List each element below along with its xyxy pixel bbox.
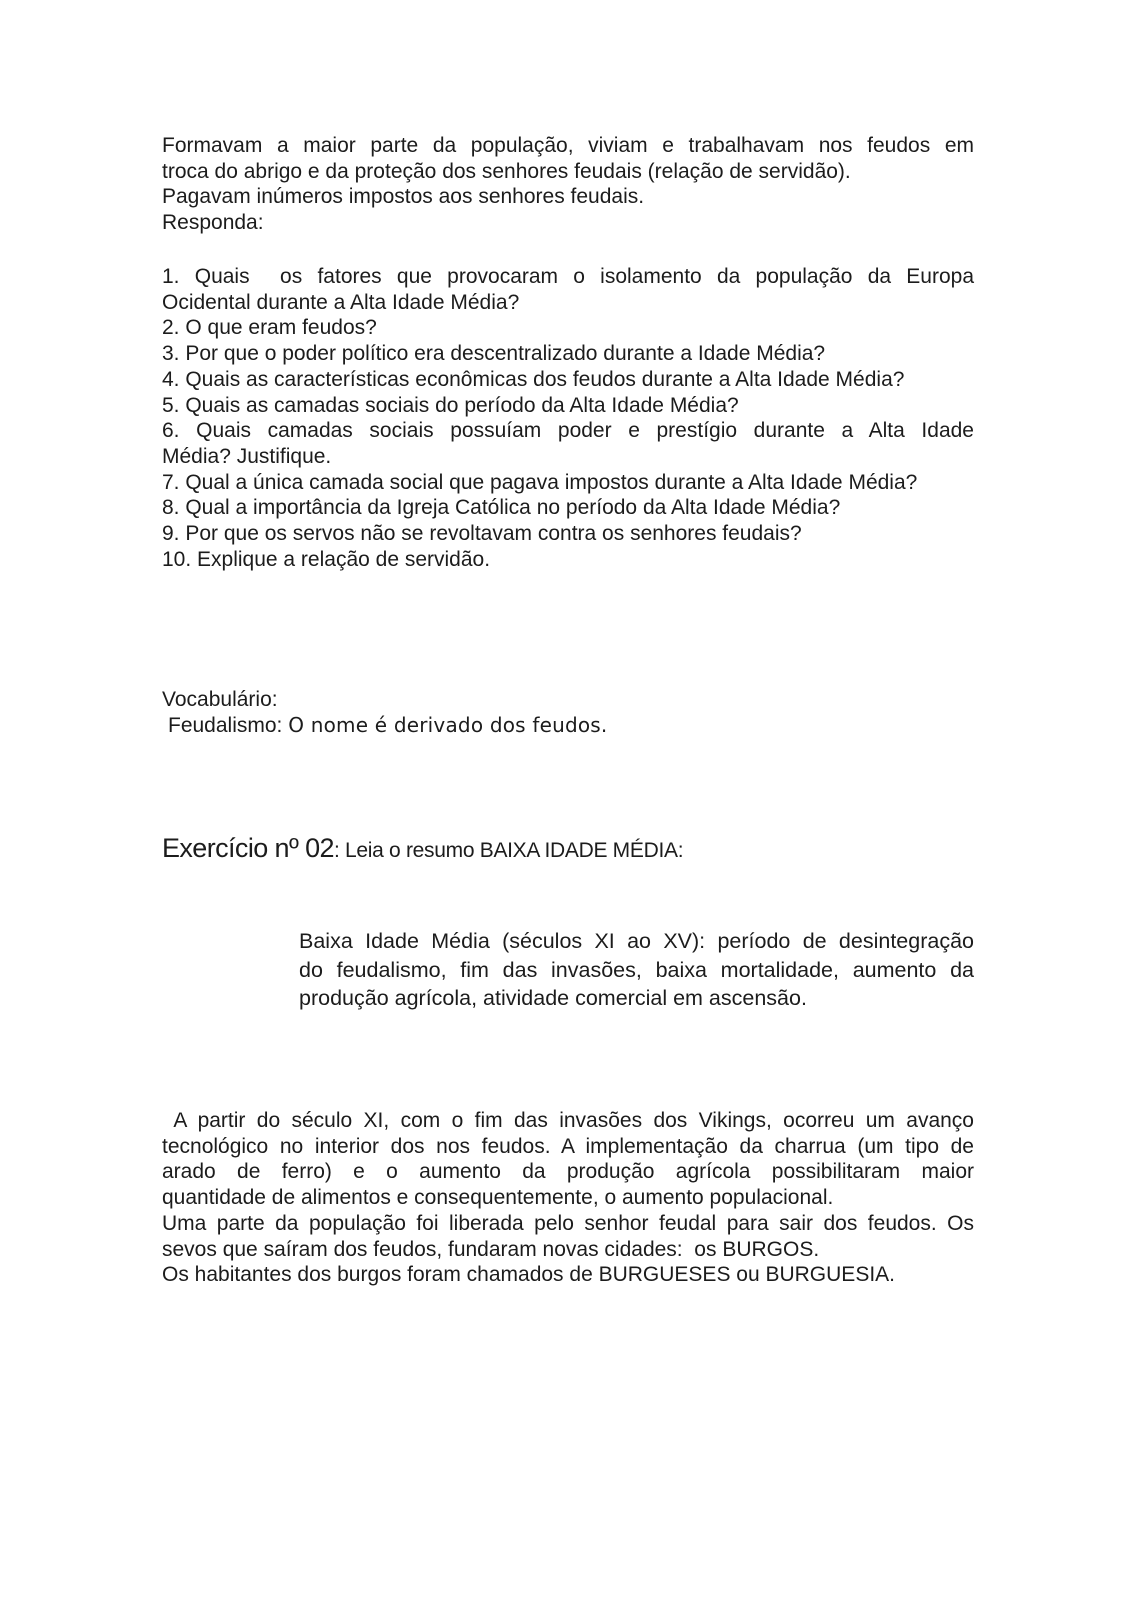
- intro-line: troca do abrigo e da proteção dos senhores feudais (relação de servidão).: [162, 159, 851, 183]
- question-line: 6. Quais camadas sociais possuíam poder e prestígio durante a Alta Idade: [162, 419, 974, 443]
- exercise-label: Exercício nº 02: [162, 833, 334, 863]
- summary-paragraph: [299, 927, 974, 1013]
- question-line: 9. Por que os servos não se revoltavam contra os senhores feudais?: [162, 522, 802, 546]
- summary-line: do feudalismo, fim das invasões, baixa mortalidade, aumento da: [299, 957, 974, 982]
- question-line: 5. Quais as camadas sociais do período da Alta Idade Média?: [162, 393, 739, 417]
- question-line: 10. Explique a relação de servidão.: [162, 547, 491, 571]
- responda-label: Responda:: [162, 211, 264, 235]
- body-paragraph: [162, 1108, 974, 1288]
- exercise-heading: [162, 833, 684, 864]
- vocabulary-entry: [162, 713, 974, 739]
- intro-line: Pagavam inúmeros impostos aos senhores feudais.: [162, 185, 645, 209]
- intro-line: Formavam a maior parte da população, viviam e trabalhavam nos feudos em: [162, 134, 974, 157]
- summary-line: produção agrícola, atividade comercial em ascensão.: [299, 986, 807, 1010]
- body-line: tecnológico no interior dos nos feudos. A implementação da charrua (um tipo de: [162, 1134, 974, 1158]
- question-line: Ocidental durante a Alta Idade Média?: [162, 290, 520, 314]
- body-line: A partir do século XI, com o fim das invasões dos Vikings, ocorreu um avanço: [162, 1109, 974, 1132]
- question-line: 3. Por que o poder político era descentralizado durante a Idade Média?: [162, 342, 826, 366]
- vocabulary-definition: O nome é derivado dos feudos.: [288, 712, 608, 737]
- question-line: 4. Quais as características econômicas dos feudos durante a Alta Idade Média?: [162, 367, 905, 391]
- vocabulary-title: Vocabulário:: [162, 688, 278, 711]
- question-line: 1. Quais os fatores que provocaram o isolamento da população da Europa: [162, 265, 974, 288]
- body-line: Uma parte da população foi liberada pelo senhor feudal para sair dos feudos. Os: [162, 1211, 974, 1235]
- questions-list: [162, 264, 974, 572]
- question-line: 8. Qual a importância da Igreja Católica no período da Alta Idade Média?: [162, 496, 841, 520]
- question-line: 2. O que eram feudos?: [162, 316, 377, 340]
- intro-paragraph: [162, 133, 974, 236]
- vocabulary-term: Feudalismo:: [168, 713, 283, 737]
- body-line: Os habitantes dos burgos foram chamados de BURGUESES ou BURGUESIA.: [162, 1263, 896, 1287]
- summary-line: Baixa Idade Média (séculos XI ao XV): período de desintegração: [299, 929, 974, 953]
- question-line: 7. Qual a única camada social que pagava impostos durante a Alta Idade Média?: [162, 470, 918, 494]
- vocabulary-section: [162, 687, 974, 738]
- exercise-instruction: : Leia o resumo BAIXA IDADE MÉDIA:: [333, 839, 684, 862]
- body-line: sevos que saíram dos feudos, fundaram novas cidades: os BURGOS.: [162, 1237, 820, 1261]
- body-line: arado de ferro) e o aumento da produção agrícola possibilitaram maior: [162, 1160, 974, 1184]
- body-line: quantidade de alimentos e consequentemente, o aumento populacional.: [162, 1186, 834, 1210]
- question-line: Média? Justifique.: [162, 444, 332, 468]
